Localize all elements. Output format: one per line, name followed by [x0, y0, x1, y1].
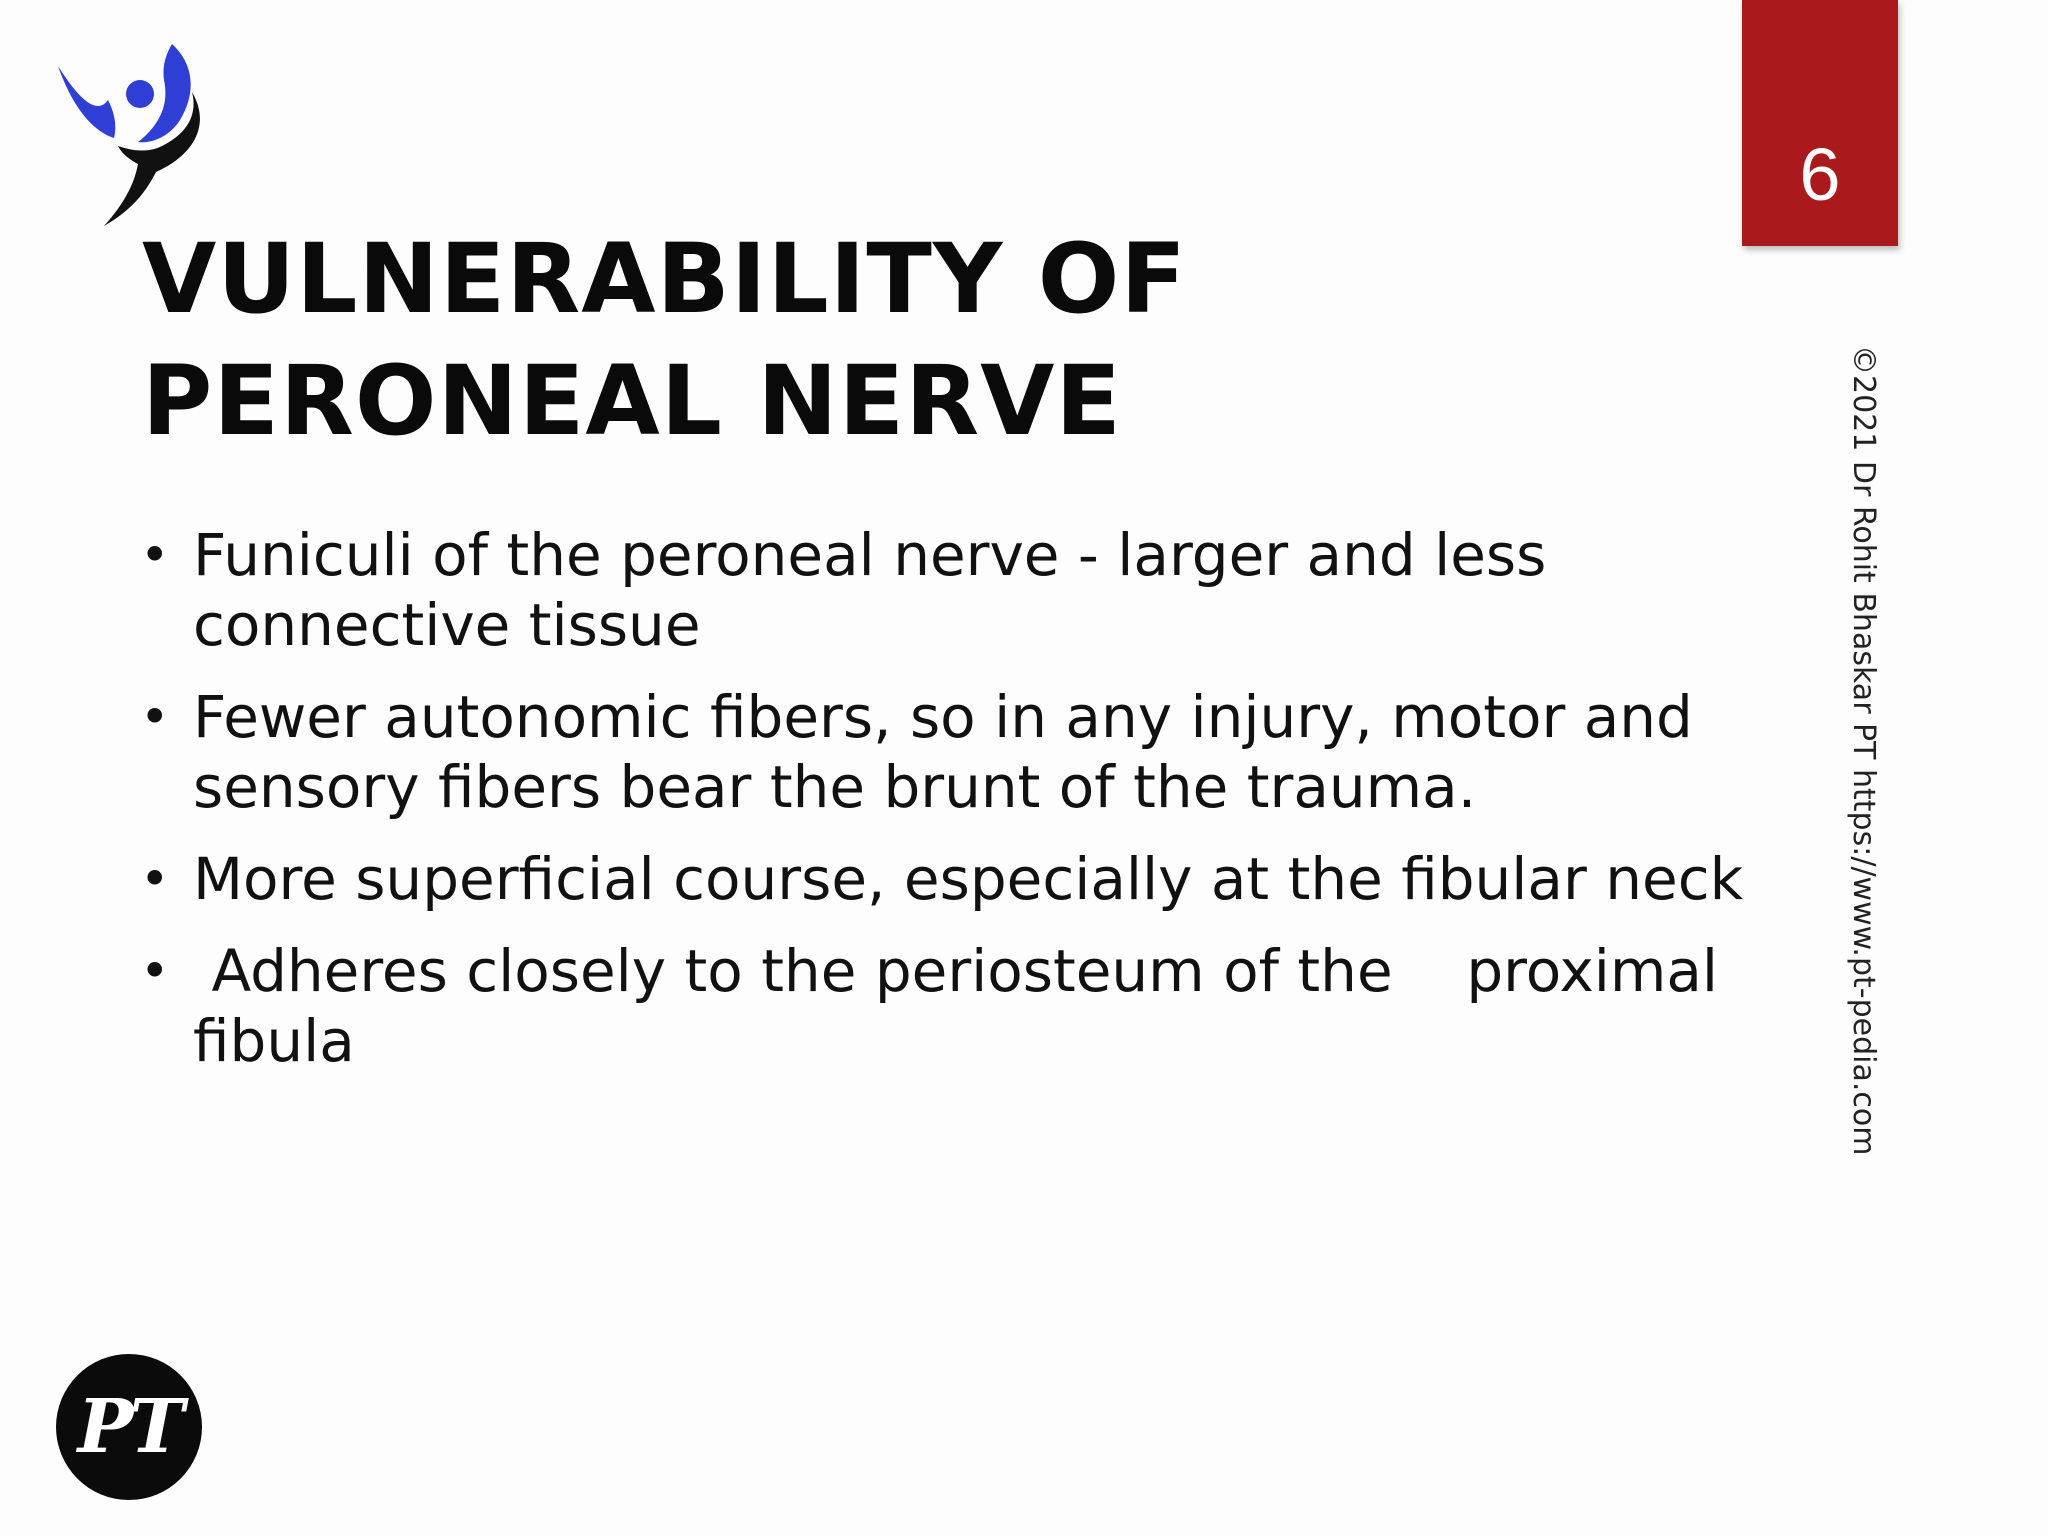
page-number-badge	[1742, 0, 1898, 246]
pt-logo	[56, 1354, 202, 1500]
bullet-text: Fewer autonomic fibers, so in any injury, motor and sensory fibers bear the brunt of the trauma.	[193, 683, 1712, 821]
bullet-icon: •	[140, 526, 170, 584]
bullet-item	[140, 844, 1780, 914]
bullet-icon: •	[140, 942, 170, 1000]
pt-logo-text: PT	[77, 1384, 181, 1470]
bullet-item	[140, 520, 1780, 660]
bullet-icon: •	[140, 850, 170, 908]
slide-title: VULNERABILITY OF PERONEAL NERVE	[142, 223, 1187, 457]
bullet-icon: •	[140, 688, 170, 746]
bullet-list	[140, 520, 1780, 1076]
page-number: 6	[1799, 133, 1841, 216]
copyright-text: ©2021 Dr Rohit Bhaskar PT https://www.pt-pedia.com	[1846, 345, 1881, 1156]
leaping-figure-logo-icon	[52, 36, 212, 226]
bullet-item	[140, 682, 1780, 822]
bullet-text: Funiculi of the peroneal nerve - larger and less connective tissue	[193, 521, 1565, 659]
bullet-text: Adheres closely to the periosteum of the proximal fibula	[193, 937, 1737, 1075]
bullet-item	[140, 936, 1780, 1076]
bullet-text: More superficial course, especially at the fibular neck	[193, 845, 1744, 913]
